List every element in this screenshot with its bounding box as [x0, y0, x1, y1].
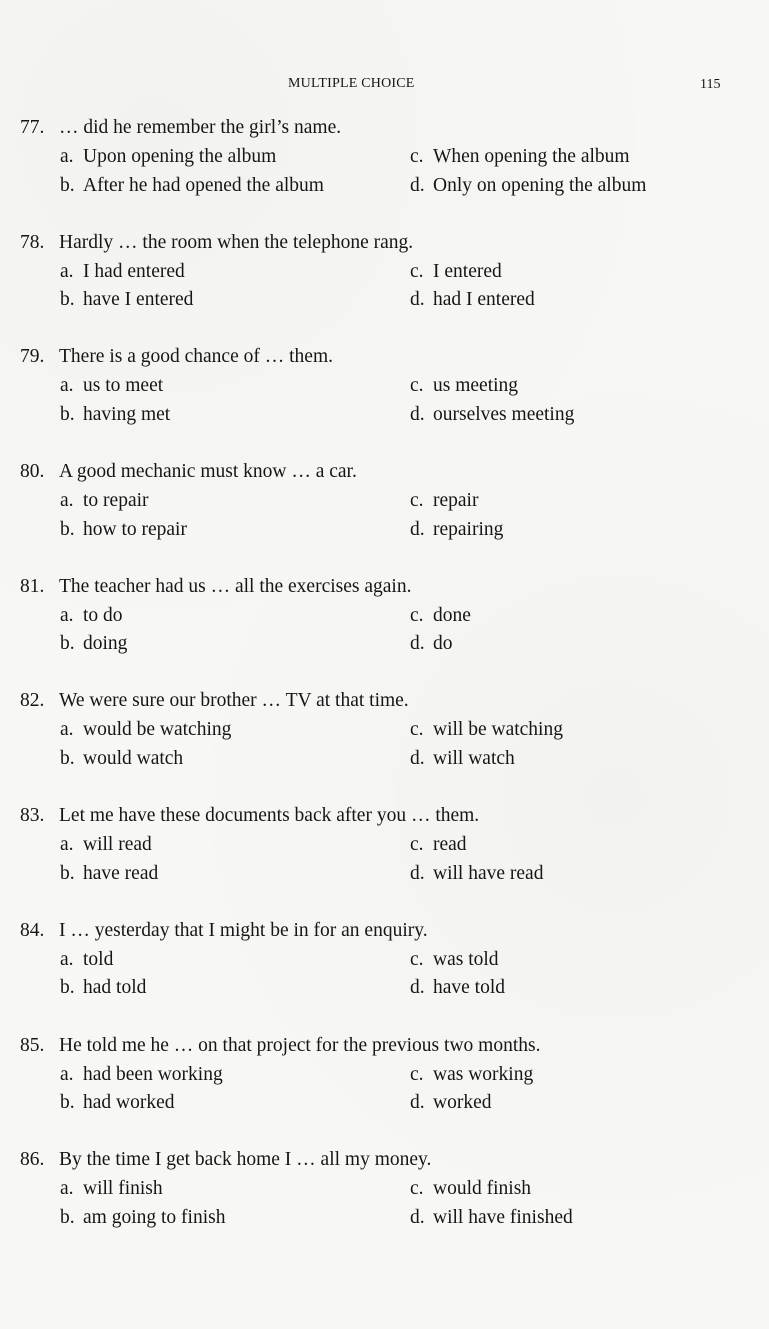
option-text: will be watching	[433, 719, 563, 741]
option-c: c. When opening the album	[410, 146, 630, 167]
question-stem	[20, 114, 760, 142]
option-d: d. will have read	[410, 862, 544, 884]
option-text: to do	[83, 604, 123, 626]
option-b: b. doing	[60, 633, 128, 655]
option-text: worked	[433, 1092, 492, 1113]
question-number: 81.	[20, 575, 45, 597]
option-text: repairing	[433, 518, 504, 540]
option-text: will finish	[83, 1178, 163, 1200]
option-grid	[20, 372, 760, 429]
option-b: b. am going to finish	[60, 1206, 226, 1228]
option-c: c. done	[410, 604, 471, 626]
option-a: a. Upon opening the album	[60, 146, 277, 167]
option-c: c. read	[410, 834, 467, 856]
question-number: 82.	[20, 690, 45, 712]
option-b: b. had told	[60, 977, 147, 999]
option-text: would be watching	[83, 719, 232, 741]
option-grid	[20, 143, 760, 200]
question-text: I … yesterday that I might be in for an enquiry.	[59, 919, 428, 941]
option-text: having met	[83, 403, 171, 425]
option-text: told	[83, 948, 114, 970]
option-text: have told	[433, 977, 506, 999]
option-grid	[20, 1061, 760, 1118]
question-text: The teacher had us … all the exercises again.	[59, 575, 412, 597]
question-stem	[20, 1032, 760, 1060]
page-number: 115	[700, 77, 721, 92]
option-text: would watch	[83, 747, 184, 769]
question-78	[20, 229, 760, 344]
option-b: b. having met	[60, 403, 171, 425]
question-text: We were sure our brother … TV at that time.	[59, 690, 409, 712]
question-80	[20, 458, 760, 573]
question-number: 80.	[20, 461, 45, 483]
option-d: d. have told	[410, 977, 506, 999]
option-a: a. will read	[60, 834, 152, 856]
option-text: am going to finish	[83, 1206, 226, 1228]
option-text: had been working	[83, 1063, 223, 1085]
option-c: c. I entered	[410, 260, 502, 282]
option-text: read	[433, 834, 467, 856]
option-text: ourselves meeting	[433, 403, 575, 425]
option-d: d. repairing	[410, 518, 504, 540]
option-d: d. Only on opening the album	[410, 174, 647, 196]
question-number: 83.	[20, 805, 45, 827]
option-b: b. have I entered	[60, 289, 194, 311]
question-number: 77.	[20, 117, 45, 138]
option-text: After he had opened the album	[83, 174, 324, 196]
question-number: 85.	[20, 1034, 45, 1056]
question-text: By the time I get back home I … all my money.	[59, 1149, 432, 1171]
option-c: c. would finish	[410, 1178, 532, 1200]
option-text: had told	[83, 977, 147, 999]
option-d: d. do	[410, 633, 453, 655]
question-stem	[20, 917, 760, 945]
option-d: d. had I entered	[410, 289, 535, 311]
option-grid	[20, 487, 760, 544]
question-text: He told me he … on that project for the previous two months.	[59, 1034, 541, 1056]
option-a: a. told	[60, 948, 114, 970]
option-a: a. to do	[60, 604, 123, 626]
question-85	[20, 1032, 760, 1147]
option-a: a. to repair	[60, 490, 149, 512]
option-text: had worked	[83, 1092, 175, 1113]
option-c: c. repair	[410, 490, 479, 512]
option-text: Upon opening the album	[83, 146, 277, 167]
option-b: b. have read	[60, 862, 159, 884]
option-text: done	[433, 604, 471, 626]
option-text: repair	[433, 490, 479, 512]
option-a: a. had been working	[60, 1063, 223, 1085]
option-text: have I entered	[83, 289, 194, 311]
question-stem	[20, 343, 760, 371]
option-grid	[20, 258, 760, 315]
question-84	[20, 917, 760, 1032]
question-number: 86.	[20, 1149, 45, 1171]
question-stem	[20, 229, 760, 257]
question-number: 79.	[20, 346, 45, 368]
option-b: b. had worked	[60, 1092, 175, 1113]
question-stem	[20, 687, 760, 715]
option-text: how to repair	[83, 518, 187, 540]
option-text: When opening the album	[433, 146, 630, 167]
option-d: d. worked	[410, 1092, 492, 1113]
question-stem	[20, 1146, 760, 1174]
option-a: a. would be watching	[60, 719, 232, 741]
option-text: will watch	[433, 747, 515, 769]
option-grid	[20, 716, 760, 773]
option-grid	[20, 602, 760, 659]
option-b: b. how to repair	[60, 518, 187, 540]
option-b: b. After he had opened the album	[60, 174, 324, 196]
option-c: c. was working	[410, 1063, 534, 1085]
option-d: d. will have finished	[410, 1206, 573, 1228]
question-number: 84.	[20, 919, 45, 941]
option-a: a. I had entered	[60, 260, 185, 282]
option-grid	[20, 1175, 760, 1232]
option-d: d. ourselves meeting	[410, 403, 575, 425]
option-text: would finish	[433, 1178, 532, 1200]
question-79	[20, 343, 760, 458]
question-82	[20, 687, 760, 802]
question-83	[20, 802, 760, 917]
option-c: c. will be watching	[410, 719, 563, 741]
question-stem	[20, 573, 760, 601]
question-77	[20, 114, 760, 229]
option-text: was working	[433, 1063, 534, 1085]
question-stem	[20, 802, 760, 830]
question-81	[20, 573, 760, 688]
option-text: Only on opening the album	[433, 174, 647, 196]
option-b: b. would watch	[60, 747, 184, 769]
option-c: c. us meeting	[410, 375, 519, 397]
question-number: 78.	[20, 231, 45, 253]
question-text: A good mechanic must know … a car.	[59, 461, 357, 483]
option-text: will have read	[433, 862, 544, 884]
option-text: I entered	[433, 260, 502, 282]
option-a: a. will finish	[60, 1178, 163, 1200]
question-text: Let me have these documents back after you … them.	[59, 805, 480, 827]
question-stem	[20, 458, 760, 486]
option-grid	[20, 946, 760, 1003]
option-a: a. us to meet	[60, 375, 164, 397]
question-86	[20, 1146, 760, 1261]
option-text: do	[433, 633, 453, 655]
option-text: will read	[83, 834, 152, 856]
question-text: There is a good chance of … them.	[59, 346, 333, 368]
option-text: will have finished	[433, 1206, 573, 1228]
option-text: I had entered	[83, 260, 185, 282]
option-d: d. will watch	[410, 747, 515, 769]
option-text: us meeting	[433, 375, 519, 397]
question-list	[20, 114, 760, 1261]
running-head: MULTIPLE CHOICE	[288, 76, 415, 91]
option-text: doing	[83, 633, 128, 655]
option-c: c. was told	[410, 948, 499, 970]
option-text: us to meet	[83, 375, 164, 397]
option-text: was told	[433, 948, 499, 970]
option-text: had I entered	[433, 289, 535, 311]
option-grid	[20, 831, 760, 888]
option-text: to repair	[83, 490, 149, 512]
option-text: have read	[83, 862, 159, 884]
question-text: Hardly … the room when the telephone rang.	[59, 231, 414, 253]
question-text: … did he remember the girl’s name.	[59, 117, 342, 138]
